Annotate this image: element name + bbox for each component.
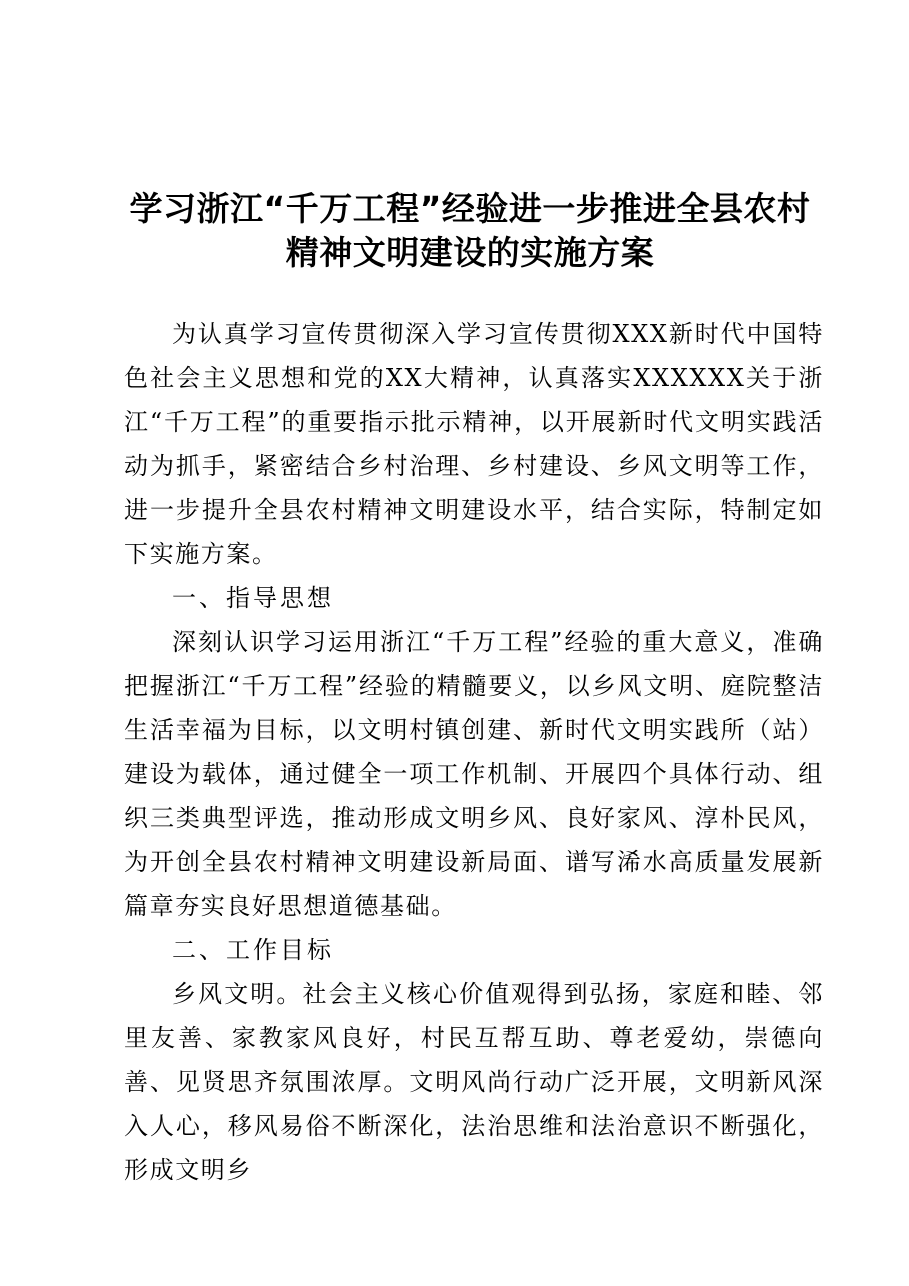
document-body: [124, 312, 824, 1192]
title-line-2: 精神文明建设的实施方案: [285, 233, 655, 272]
document-title: [100, 187, 840, 275]
work-goals-paragraph: 乡风文明。社会主义核心价值观得到弘扬，家庭和睦、邻里友善、家教家风良好，村民互帮互助、尊老爱幼，崇德向善、见贤思齐氛围浓厚。文明风尚行动广泛开展，文明新风深入人心，移风易俗不断深化，法治思维和法治意识不断强化，形成文明乡: [124, 980, 824, 1184]
section-heading-guiding-ideology: 一、指导思想: [172, 584, 334, 612]
intro-paragraph: 为认真学习宣传贯彻深入学习宣传贯彻XXX新时代中国特色社会主义思想和党的XX大精神，认真落实XXXXXX关于浙江“千万工程”的重要指示批示精神，以开展新时代文明实践活动为抓手，紧密结合乡村治理、乡村建设、乡风文明等工作，进一步提升全县农村精神文明建设水平，结合实际，特制定如下实施方案。: [124, 320, 824, 568]
title-line-1: 学习浙江“千万工程”经验进一步推进全县农村: [129, 189, 811, 228]
guiding-ideology-paragraph: 深刻认识学习运用浙江“千万工程”经验的重大意义，准确把握浙江“千万工程”经验的精髓要义，以乡风文明、庭院整洁生活幸福为目标，以文明村镇创建、新时代文明实践所（站）建设为载体，通过健全一项工作机制、开展四个具体行动、组织三类典型评选，推动形成文明乡风、良好家风、淳朴民风，为开创全县农村精神文明建设新局面、谱写浠水高质量发展新篇章夯实良好思想道德基础。: [124, 628, 824, 920]
section-heading-work-goals: 二、工作目标: [172, 936, 334, 964]
